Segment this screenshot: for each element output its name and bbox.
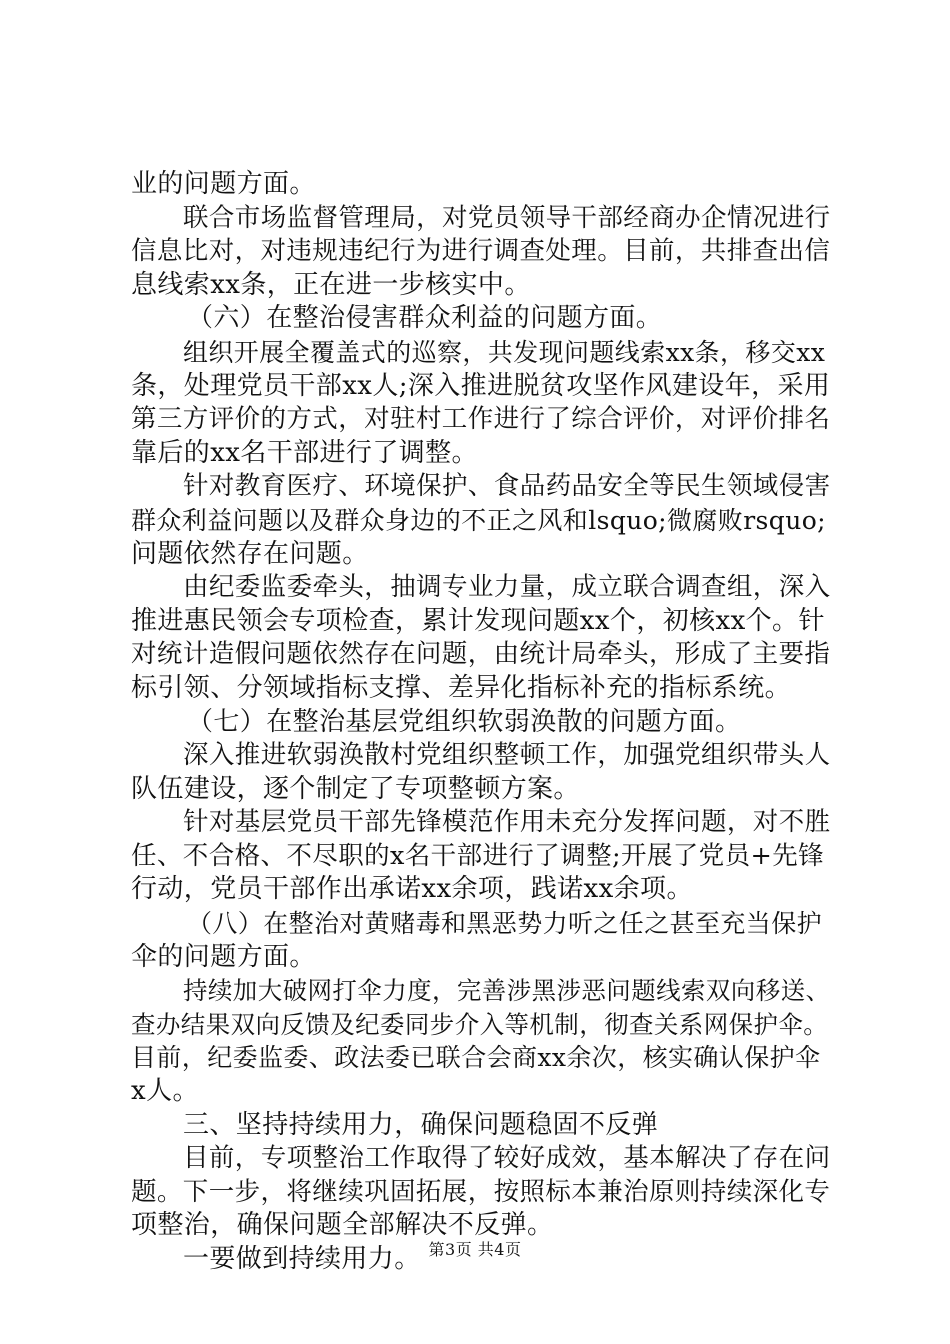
page-footer: 第3页 共4页 bbox=[428, 1240, 522, 1259]
text-line: 由纪委监委牵头，抽调专业力量，成立联合调查组，深入 bbox=[183, 572, 831, 603]
text-line: 题。下一步，将继续巩固拓展，按照标本兼治原则持续深化专 bbox=[131, 1176, 831, 1207]
text-line: 一要做到持续用力。 bbox=[183, 1244, 421, 1274]
text-line: 查办结果双向反馈及纪委同步介入等机制，彻查关系网保护伞。 bbox=[131, 1009, 829, 1039]
text-line: 对统计造假问题依然存在问题，由统计局牵头，形成了主要指 bbox=[131, 639, 831, 670]
text-line: 组织开展全覆盖式的巡察，共发现问题线索xx条，移交xx bbox=[183, 337, 826, 367]
text-line: 队伍建设，逐个制定了专项整顿方案。 bbox=[131, 773, 580, 804]
text-line: 业的问题方面。 bbox=[131, 169, 316, 199]
text-line: （六）在整治侵害群众利益的问题方面。 bbox=[187, 303, 663, 334]
text-line: 群众利益问题以及群众身边的不正之风和lsquo;微腐败rsquo; bbox=[131, 505, 826, 535]
text-line: 目前，专项整治工作取得了较好成效，基本解决了存在问 bbox=[183, 1143, 831, 1174]
text-line: 信息比对，对违规违纪行为进行调查处理。目前，共排查出信 bbox=[131, 236, 831, 267]
text-line: （八）在整治对黄赌毒和黑恶势力听之任之甚至充当保护 bbox=[187, 909, 823, 939]
text-line: 息线索xx条，正在进一步核实中。 bbox=[131, 269, 531, 300]
text-line: 项整治，确保问题全部解决不反弹。 bbox=[131, 1210, 554, 1241]
text-line: 标引领、分领域指标支撑、差异化指标补充的指标系统。 bbox=[131, 672, 792, 703]
text-line: （七）在整治基层党组织软弱涣散的问题方面。 bbox=[187, 706, 742, 737]
text-line: 第三方评价的方式，对驻村工作进行了综合评价，对评价排名 bbox=[131, 404, 831, 435]
text-line: 靠后的xx名干部进行了调整。 bbox=[131, 437, 478, 468]
text-line: 推进惠民领会专项检查，累计发现问题xx个，初核xx个。针 bbox=[131, 605, 825, 636]
text-line: 目前，纪委监委、政法委已联合会商xx余次，核实确认保护伞 bbox=[131, 1043, 821, 1073]
text-line: 针对基层党员干部先锋模范作用未充分发挥问题，对不胜 bbox=[183, 807, 831, 838]
document-body bbox=[131, 168, 831, 1277]
text-line: 问题依然存在问题。 bbox=[131, 538, 369, 569]
text-line: 三、坚持持续用力，确保问题稳固不反弹 bbox=[183, 1109, 659, 1140]
text-line: 深入推进软弱涣散村党组织整顿工作，加强党组织带头人 bbox=[183, 740, 831, 771]
text-line: 联合市场监督管理局，对党员领导干部经商办企情况进行 bbox=[183, 202, 831, 233]
text-line: x人。 bbox=[131, 1076, 199, 1107]
text-line: 条，处理党员干部xx人;深入推进脱贫攻坚作风建设年，采用 bbox=[131, 370, 831, 401]
text-line: 持续加大破网打伞力度，完善涉黑涉恶问题线索双向移送、 bbox=[183, 976, 831, 1006]
text-line: 任、不合格、不尽职的x名干部进行了调整;开展了党员+先锋 bbox=[131, 840, 825, 871]
text-line: 行动，党员干部作出承诺xx余项，践诺xx余项。 bbox=[131, 874, 693, 905]
text-line: 针对教育医疗、环境保护、食品药品安全等民生领域侵害 bbox=[183, 471, 831, 502]
text-line: 伞的问题方面。 bbox=[131, 941, 316, 972]
